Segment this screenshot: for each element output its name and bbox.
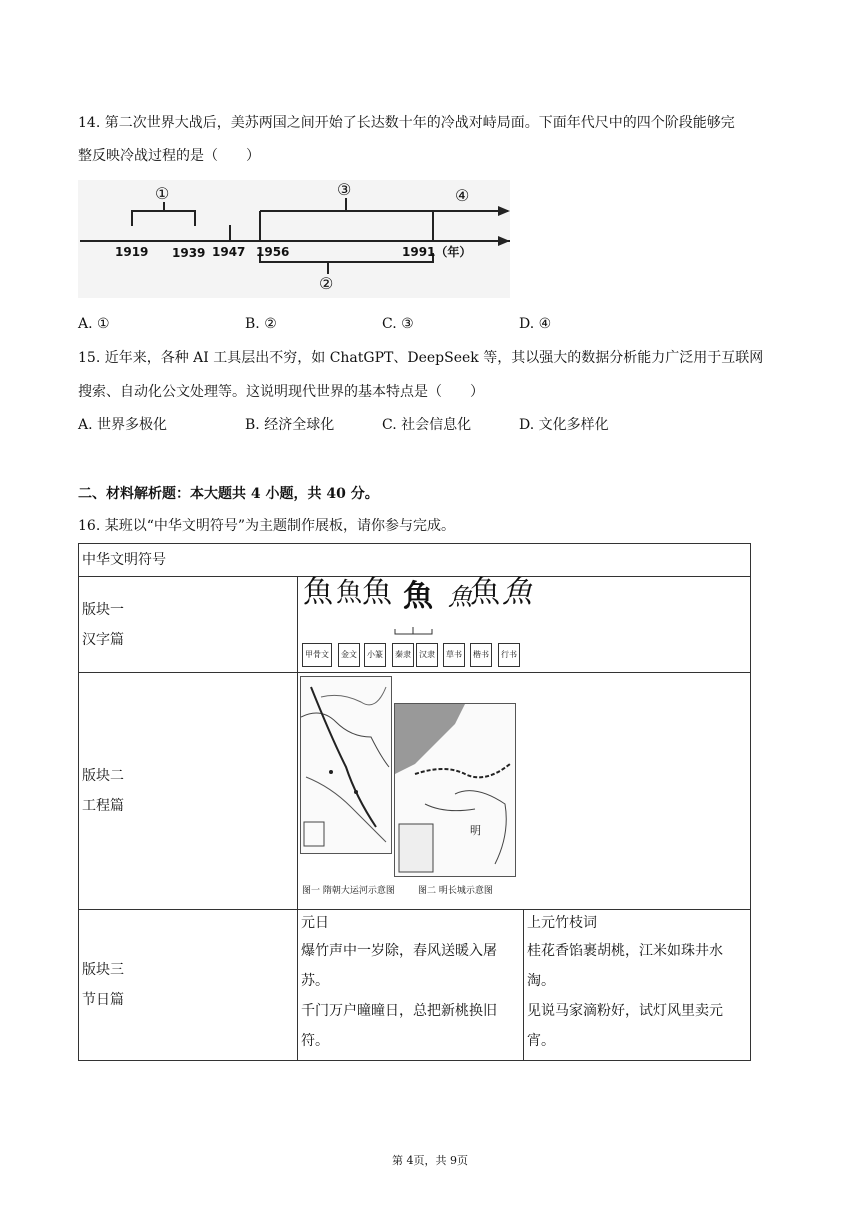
panel3-label-line1: 版块三 — [82, 962, 124, 978]
panel1-label — [79, 577, 298, 673]
q15-text-line2: 搜索、自动化公文处理等。这说明现代世界的基本特点是（ ） — [78, 384, 484, 400]
glyph-lishu: 魚 — [403, 579, 433, 614]
poem2-line3: 见说马家滴粉好，试灯风里卖元 — [527, 1003, 723, 1019]
glyph-kaishu: 魚 — [470, 575, 500, 610]
page-footer: 第 4页，共 9页 — [392, 1154, 468, 1167]
tag-hanli: 汉隶 — [416, 643, 438, 667]
year-1991: 1991（年） — [402, 245, 472, 259]
glyph-jinwen: 魚 — [336, 578, 363, 608]
symbols-table — [78, 543, 751, 1061]
poem2-line4: 宵。 — [527, 1033, 555, 1049]
year-1939: 1939 — [172, 246, 206, 260]
q15-option-a[interactable]: A. 世界多极化 — [78, 417, 168, 433]
tag-kaishu: 楷书 — [470, 643, 492, 667]
q14-option-d[interactable]: D. ④ — [519, 316, 552, 332]
q15-option-c[interactable]: C. 社会信息化 — [382, 417, 472, 433]
tag-caoshu: 草书 — [443, 643, 465, 667]
poem1-line3: 千门万户曈曈日，总把新桃换旧 — [301, 1003, 497, 1019]
panel2-label-line1: 版块二 — [82, 768, 124, 784]
glyph-jiaguwen: 魚 — [303, 575, 333, 610]
q15-option-b[interactable]: B. 经济全球化 — [245, 417, 335, 433]
q14-option-c[interactable]: C. ③ — [382, 316, 414, 332]
poem1-title: 元日 — [301, 915, 329, 931]
glyph-xiaozhuan: 魚 — [362, 575, 392, 610]
marker-3: ③ — [337, 180, 352, 199]
poem1-line2: 苏。 — [301, 973, 329, 989]
year-1947: 1947 — [212, 245, 246, 259]
marker-2: ② — [319, 274, 334, 293]
panel3-label — [79, 910, 298, 1061]
panel2-label-line2: 工程篇 — [82, 798, 124, 814]
great-wall-map — [394, 703, 516, 877]
panel1-label-line2: 汉字篇 — [82, 631, 124, 648]
panel3-label-line2: 节日篇 — [82, 992, 124, 1008]
timeline-figure — [78, 180, 510, 298]
q16-intro: 16. 某班以“中华文明符号”为主题制作展板，请你参与完成。 — [78, 518, 456, 534]
panel2-label — [79, 673, 298, 910]
map1-caption: 图一 隋朝大运河示意图 — [302, 886, 395, 896]
map2-caption: 图二 明长城示意图 — [418, 886, 493, 896]
tag-jiaguwen: 甲骨文 — [302, 643, 332, 667]
tag-xingshu: 行书 — [498, 643, 520, 667]
script-evolution-figure — [298, 577, 750, 671]
panel1-content — [298, 577, 751, 673]
poem-yuanri — [298, 910, 524, 1061]
poem1-line4: 符。 — [301, 1033, 329, 1049]
poem-shangyuan — [524, 910, 751, 1061]
poem2-line1: 桂花香馅裹胡桃，江米如珠井水 — [527, 943, 723, 959]
marker-1: ① — [155, 184, 170, 203]
panel2-content — [298, 673, 751, 910]
q14-option-b[interactable]: B. ② — [245, 316, 277, 332]
table-title: 中华文明符号 — [79, 544, 751, 577]
tag-xiaozhuan: 小篆 — [364, 643, 386, 667]
map2-label: 明 — [470, 824, 481, 837]
grand-canal-map — [300, 676, 392, 854]
section-heading: 二、材料解析题：本大题共 4 小题，共 40 分。 — [78, 486, 379, 502]
maps-figure — [298, 673, 750, 908]
marker-4: ④ — [455, 186, 470, 205]
year-1919: 1919 — [115, 245, 149, 259]
q15-option-d[interactable]: D. 文化多样化 — [519, 417, 609, 433]
panel1-label-line1: 版块一 — [82, 601, 124, 618]
q15-text-line1: 15. 近年来，各种 AI 工具层出不穷，如 ChatGPT、DeepSeek 等，其以强大的数据分析能力广泛用于互联网 — [78, 350, 764, 366]
tag-jinwen: 金文 — [338, 643, 360, 667]
poem2-title: 上元竹枝词 — [527, 915, 597, 931]
q14-option-a[interactable]: A. ① — [78, 316, 110, 332]
q14-text-line2: 整反映冷战过程的是（ ） — [78, 148, 260, 164]
year-1956: 1956 — [256, 245, 290, 259]
tag-qinli: 秦隶 — [392, 643, 414, 667]
poem2-line2: 淘。 — [527, 973, 555, 989]
poem1-line1: 爆竹声中一岁除，春风送暖入屠 — [301, 943, 497, 959]
glyph-xingshu: 魚 — [502, 575, 532, 610]
glyph-caoshu: 魚 — [448, 583, 472, 611]
q14-text-line1: 14. 第二次世界大战后，美苏两国之间开始了长达数十年的冷战对峙局面。下面年代尺中的四个阶段能够完 — [78, 115, 735, 131]
